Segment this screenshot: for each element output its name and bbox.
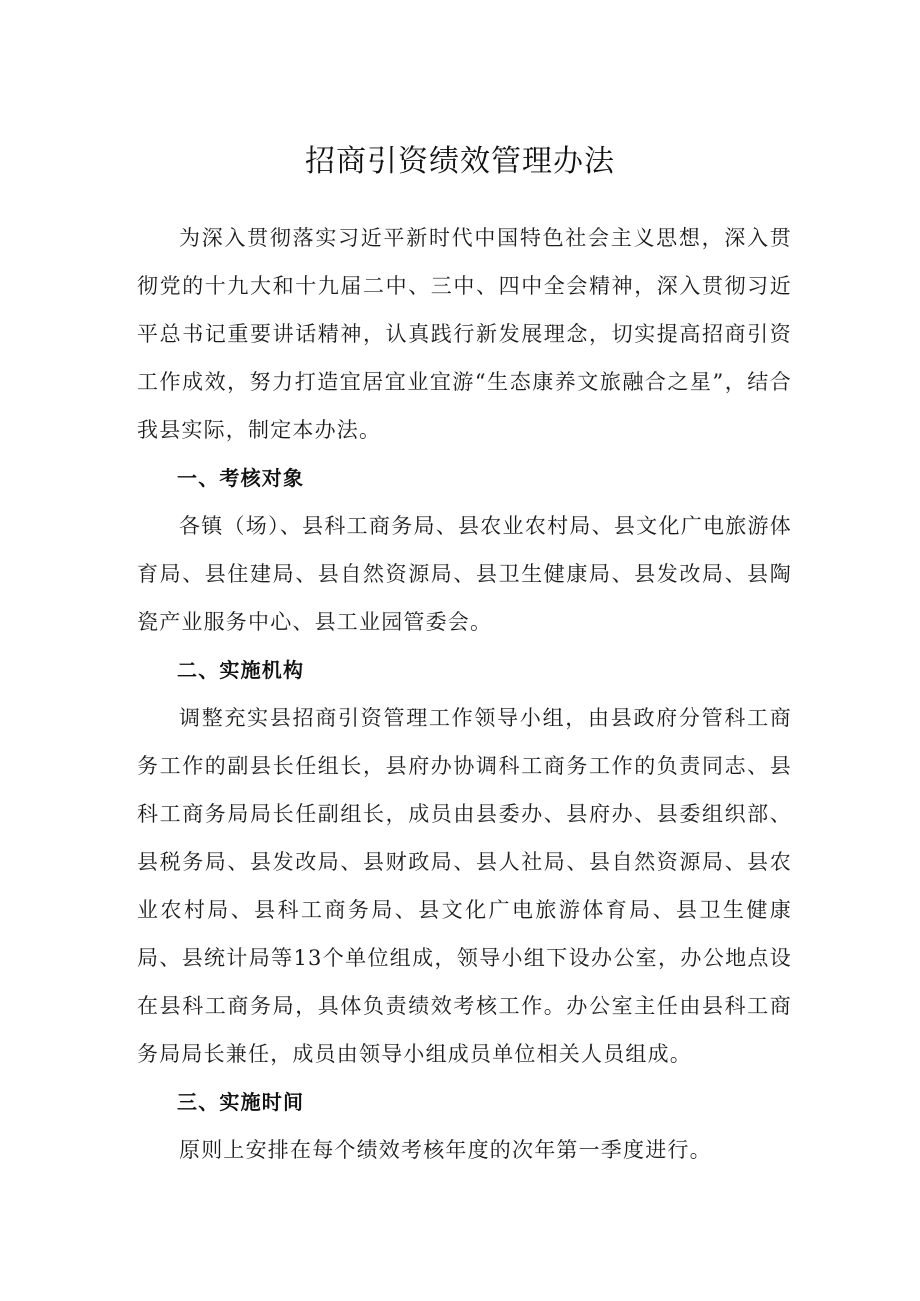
section-heading-implementation-time: 三、实施时间 xyxy=(177,1090,305,1114)
intro-paragraph: 为深入贯彻落实习近平新时代中国特色社会主义思想，深入贯彻党的十九大和十九届二中、三中、四中全会精神，深入贯彻习近平总书记重要讲话精神，认真践行新发展理念，切实提高招商引资工作成效，努力打造宜居宜业宜游“生态康养文旅融合之星”，结合我县实际，制定本办法。 xyxy=(137,226,792,442)
section-text-assessment-targets: 各镇（场）、县科工商务局、县农业农村局、县文化广电旅游体育局、县住建局、县自然资源局、县卫生健康局、县发改局、县陶瓷产业服务中心、县工业园管委会。 xyxy=(137,514,792,634)
section-text-implementation-time: 原则上安排在每个绩效考核年度的次年第一季度进行。 xyxy=(179,1138,712,1162)
document-body xyxy=(137,214,792,1174)
section-text-implementing-body: 调整充实县招商引资管理工作领导小组，由县政府分管科工商务工作的副县长任组长，县府办协调科工商务工作的负责同志、县科工商务局局长任副组长，成员由县委办、县府办、县委组织部、县税务局、县发改局、县财政局、县人社局、县自然资源局、县农业农村局、县科工商务局、县文化广电旅游体育局、县卫生健康局、县统计局等13个单位组成，领导小组下设办公室，办公地点设在县科工商务局，具体负责绩效考核工作。办公室主任由县科工商务局局长兼任，成员由领导小组成员单位相关人员组成。 xyxy=(137,706,792,1066)
document-title: 招商引资绩效管理办法 xyxy=(305,144,615,179)
section-heading-implementing-body: 二、实施机构 xyxy=(177,658,305,682)
section-heading-assessment-targets: 一、考核对象 xyxy=(177,466,305,490)
